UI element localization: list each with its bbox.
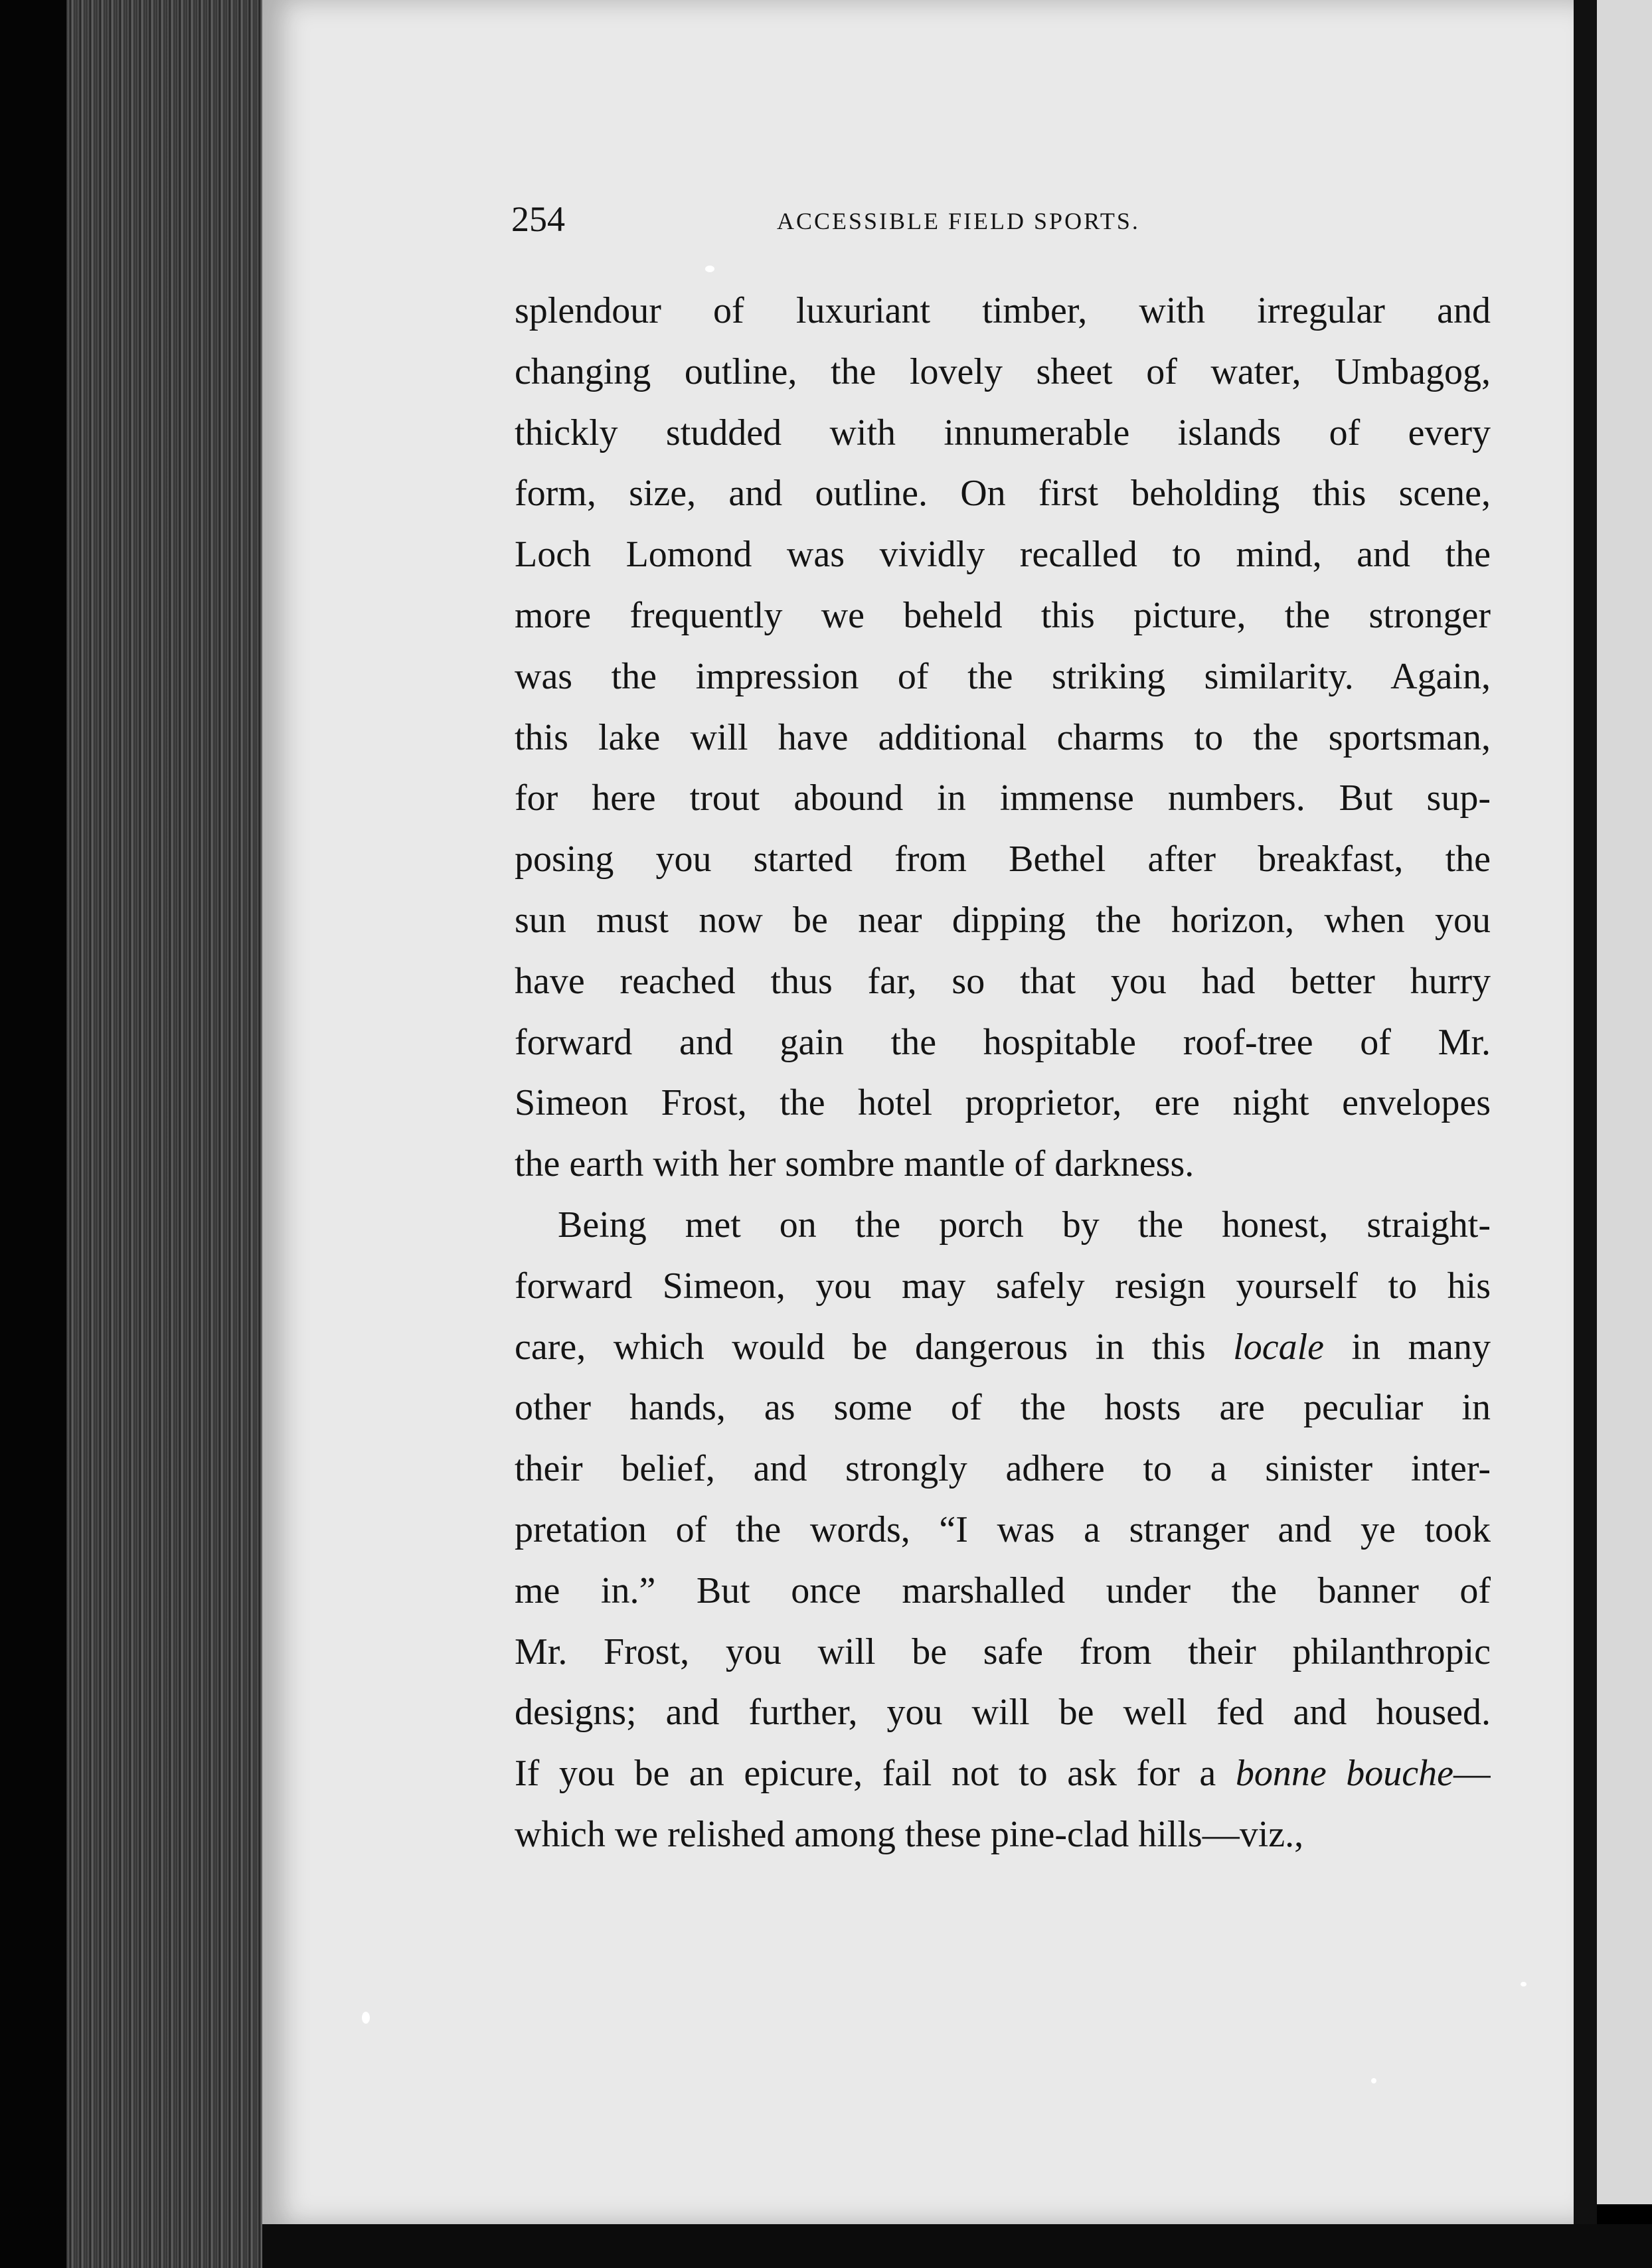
page-number: 254 <box>511 199 565 239</box>
text-line: was the impression of the striking similarity. Again, <box>515 655 1491 697</box>
page-header <box>511 193 1242 246</box>
bottom-shadow <box>262 2224 1652 2268</box>
text-line: designs; and further, you will be well fed and housed. <box>515 1692 1491 1734</box>
text-line: the earth with her sombre mantle of darkness. <box>515 1143 1195 1185</box>
text-line: pretation of the words, “I was a stranger and ye took <box>515 1508 1491 1550</box>
text-line: posing you started from Bethel after breakfast, the <box>515 839 1491 880</box>
text-line: form, size, and outline. On first beholding this scene, <box>515 473 1491 515</box>
text-line: thickly studded with innumerable islands of every <box>515 412 1491 453</box>
text-line: Simeon Frost, the hotel proprietor, ere night envelopes <box>515 1082 1491 1124</box>
text-line: If you be an epicure, fail not to ask for a bonne bouche— <box>515 1753 1491 1795</box>
scan-speck <box>705 266 714 272</box>
italic-phrase: locale <box>1233 1326 1324 1368</box>
text-line: forward Simeon, you may safely resign yourself to his <box>515 1265 1491 1307</box>
text-line: forward and gain the hospitable roof-tree of Mr. <box>515 1021 1491 1063</box>
scan-speck <box>1371 2078 1376 2083</box>
text-line: Being met on the porch by the honest, straight- <box>558 1204 1491 1246</box>
text-line: for here trout abound in immense numbers. But sup- <box>515 777 1491 819</box>
italic-phrase: bonne bouche <box>1235 1753 1453 1795</box>
scan-speck <box>1521 1982 1527 1986</box>
text-line: which we relished among these pine-clad hills—viz., <box>515 1813 1304 1855</box>
book-page-edges <box>66 0 266 2268</box>
text-line: changing outline, the lovely sheet of water, Umbagog, <box>515 351 1491 392</box>
text-line: other hands, as some of the hosts are peculiar in <box>515 1387 1491 1429</box>
running-head: ACCESSIBLE FIELD SPORTS. <box>777 208 1140 234</box>
text-line: have reached thus far, so that you had better hurry <box>515 960 1491 1002</box>
text-line: splendour of luxuriant timber, with irregular and <box>515 290 1491 331</box>
text-line: Mr. Frost, you will be safe from their philanthropic <box>515 1631 1491 1672</box>
text-line: more frequently we beheld this picture, the stronger <box>515 594 1491 636</box>
text-line: Loch Lomond was vividly recalled to mind, and the <box>515 534 1491 576</box>
binding-shadow <box>0 0 66 2268</box>
body-text <box>515 281 1491 1866</box>
text-line: their belief, and strongly adhere to a sinister inter- <box>515 1448 1491 1490</box>
adjacent-page-edge <box>1597 0 1652 2204</box>
text-line: this lake will have additional charms to the sportsman, <box>515 716 1491 758</box>
text-line: sun must now be near dipping the horizon, when you <box>515 899 1491 941</box>
gutter-shadow <box>1574 0 1597 2224</box>
text-line: care, which would be dangerous in this locale in many <box>515 1326 1491 1368</box>
text-line: me in.” But once marshalled under the banner of <box>515 1570 1491 1611</box>
scan-speck <box>362 2012 370 2024</box>
